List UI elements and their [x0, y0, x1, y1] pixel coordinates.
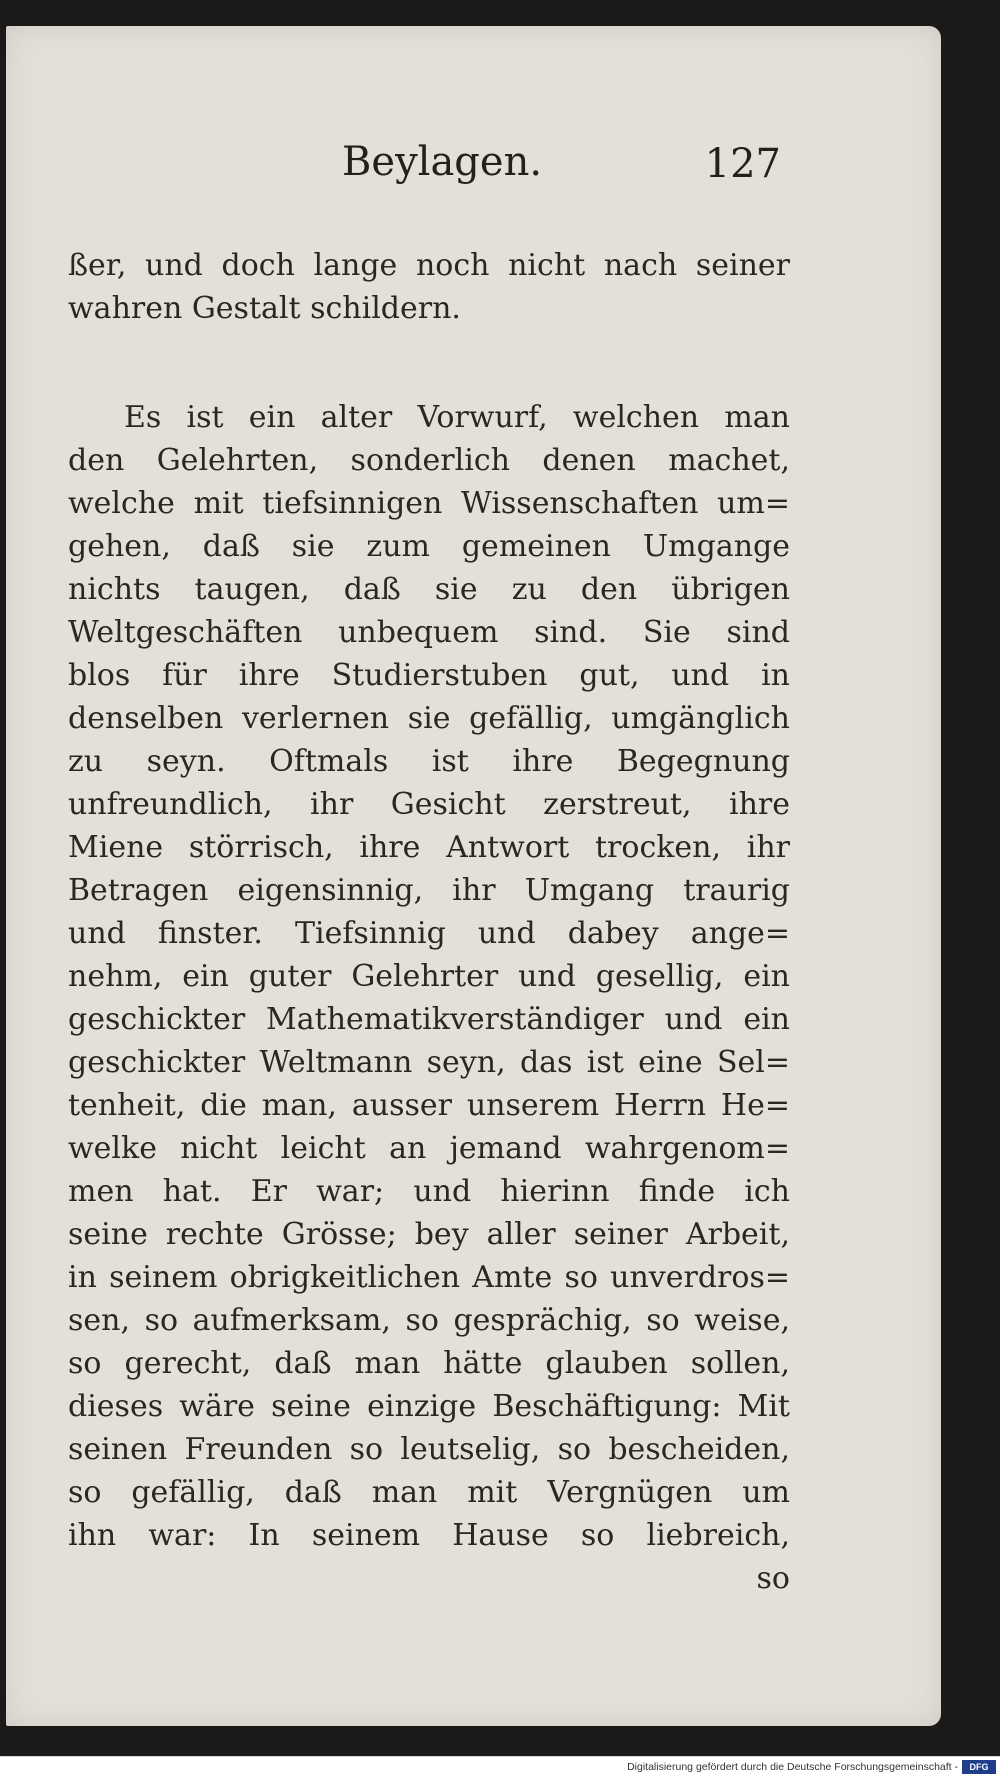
text-line: geschickter Mathematikverständiger und ein: [68, 1002, 790, 1037]
text-line: in seinem obrigkeitlichen Amte so unverdros=: [68, 1260, 790, 1295]
text-line: sen, so aufmerksam, so gesprächig, so weise,: [68, 1303, 790, 1338]
text-line: welke nicht leicht an jemand wahrgenom=: [68, 1131, 790, 1166]
text-line: Es ist ein alter Vorwurf, welchen man: [124, 400, 790, 435]
text-line: blos für ihre Studierstuben gut, und in: [68, 658, 790, 693]
text-line: nehm, ein guter Gelehrter und gesellig, ein: [68, 959, 790, 994]
page-header: [6, 138, 941, 198]
text-line: Miene störrisch, ihre Antwort trocken, ihr: [68, 830, 790, 865]
text-line: men hat. Er war; und hierinn finde ich: [68, 1174, 790, 1209]
text-line: Betragen eigensinnig, ihr Umgang traurig: [68, 873, 790, 908]
text-line: wahren Gestalt schildern.: [68, 291, 461, 326]
text-line: nichts taugen, daß sie zu den übrigen: [68, 572, 790, 607]
text-line: tenheit, die man, ausser unserem Herrn He=: [68, 1088, 790, 1123]
page-body: [68, 244, 790, 1600]
catchword: so: [756, 1561, 790, 1596]
text-line: seine rechte Grösse; bey aller seiner Arbeit,: [68, 1217, 790, 1252]
text-line: dieses wäre seine einzige Beschäftigung: Mit: [68, 1389, 790, 1424]
paragraph-1: [68, 244, 790, 330]
digitization-footer: [0, 1756, 1000, 1777]
text-line: unfreundlich, ihr Gesicht zerstreut, ihre: [68, 787, 790, 822]
text-line: Weltgeschäften unbequem sind. Sie sind: [68, 615, 790, 650]
text-line: und finster. Tiefsinnig und dabey ange=: [68, 916, 790, 951]
text-line: ihn war: In seinem Hause so liebreich,: [68, 1518, 790, 1553]
text-line: so gefällig, daß man mit Vergnügen um: [68, 1475, 790, 1510]
text-line: welche mit tiefsinnigen Wissenschaften um=: [68, 486, 790, 521]
text-line: gehen, daß sie zum gemeinen Umgange: [68, 529, 790, 564]
text-line: seinen Freunden so leutselig, so bescheiden,: [68, 1432, 790, 1467]
page-number: 127: [704, 141, 781, 187]
dfg-logo: DFG: [962, 1760, 996, 1774]
paragraph-2: [68, 396, 790, 1557]
paragraph-gap: [68, 330, 790, 396]
text-line: so gerecht, daß man hätte glauben sollen,: [68, 1346, 790, 1381]
text-line: denselben verlernen sie gefällig, umgänglich: [68, 701, 790, 736]
running-head: Beylagen.: [342, 139, 543, 185]
text-line: geschickter Weltmann seyn, das ist eine Sel=: [68, 1045, 790, 1080]
book-page: [6, 26, 941, 1726]
funding-credit: Digitalisierung gefördert durch die Deutsche Forschungsgemeinschaft -: [627, 1761, 958, 1773]
text-line: zu seyn. Oftmals ist ihre Begegnung: [68, 744, 790, 779]
text-line: ßer, und doch lange noch nicht nach seiner: [68, 248, 790, 283]
text-line: den Gelehrten, sonderlich denen machet,: [68, 443, 790, 478]
